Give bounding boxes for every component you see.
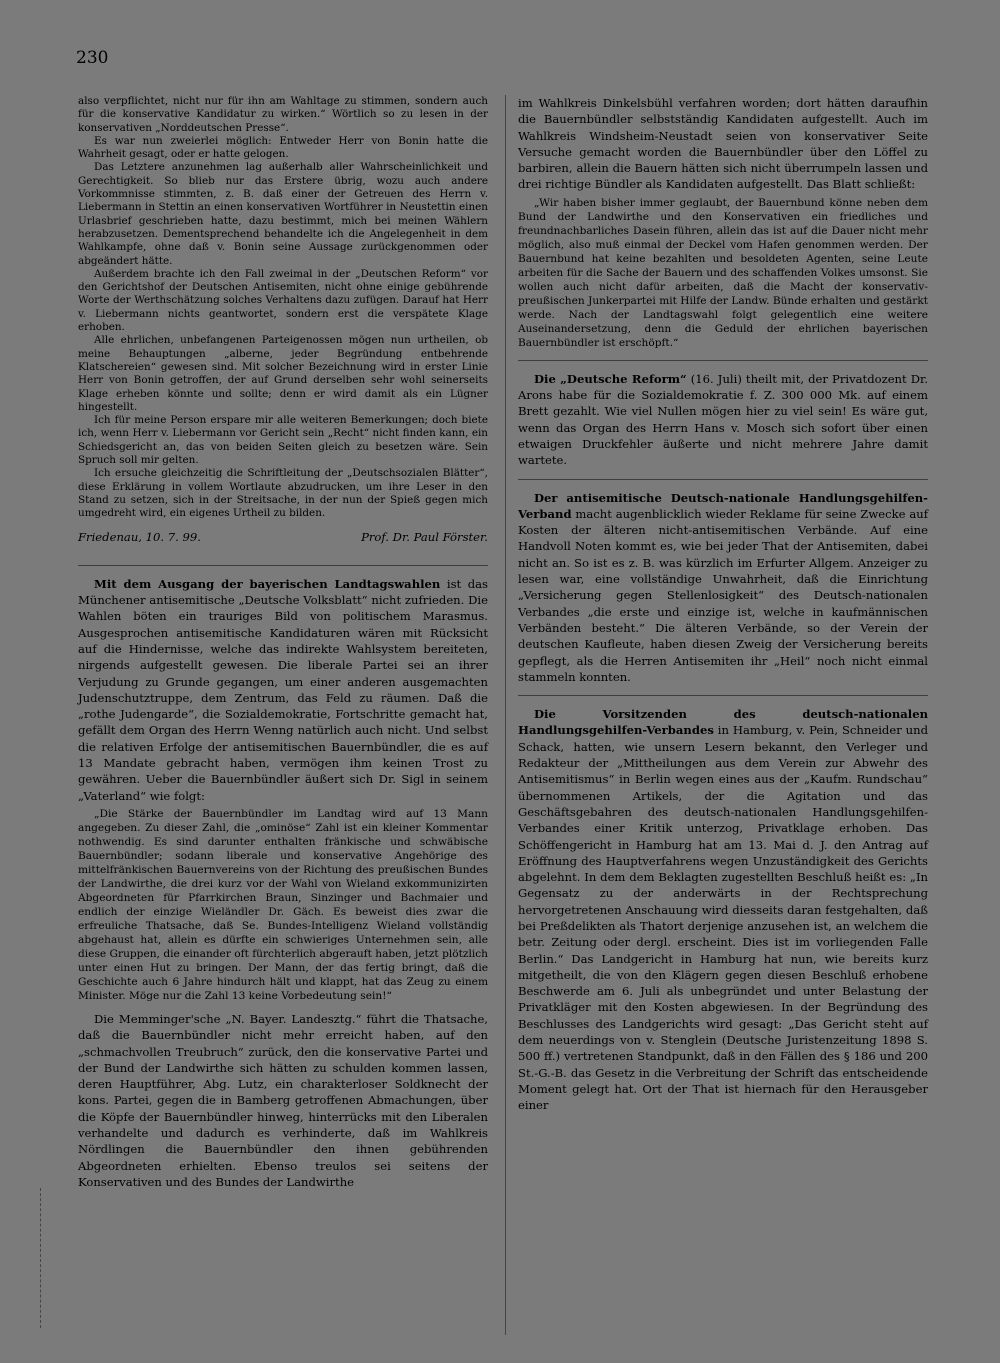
block-quote	[518, 196, 928, 350]
article-vorsitzenden	[518, 706, 928, 1113]
margin-marks	[40, 1188, 61, 1328]
block-quote	[78, 807, 488, 1003]
section-separator	[518, 479, 928, 480]
letter-paragraph: Alle ehrlichen, unbefangenen Parteigenossen mögen nun urtheilen, ob meine Behauptungen „alberne, jeder Begründung entbehrende Klatschereien“ gewesen sind. Mit solcher Bezeichnung wird in erster Linie Herr von Bonin getroffen, der auf Grund derselben sehr wohl seinerseits Klage erheben könnte und sollte; denn er wird damit als ein Lügner hingestellt.	[78, 334, 488, 413]
signature-line	[78, 529, 488, 545]
quote-text: „Wir haben bisher immer geglaubt, der Bauernbund könne neben dem Bund der Landwirthe und den Konservativen ein friedliches und freundnachbarliches Dasein führen, allein das ist auf die Dauer nicht mehr möglich, also muß einmal der Deckel vom Hafen genommen werden. Der Bauernbund hat keine bezahlten und besoldeten Agenten, seine Leute arbeiten für die Sache der Bauern und des schaffenden Volkes umsonst. Sie wollen auch nicht dafür arbeiten, daß die Macht der konservativ-preußischen Junkerpartei mit Hilfe der Landw. Bünde erhalten und gestärkt werde. Nach der Landtagswahl folgt gelegentlich eine weitere Auseinandersetzung, denn die Geduld der ehrlichen bayerischen Bauernbündler ist erschöpft.“	[518, 196, 928, 349]
signature-place-date: Friedenau, 10. 7. 99.	[78, 529, 201, 544]
section-separator	[518, 695, 928, 696]
letter-block	[78, 95, 488, 521]
letter-paragraph: Es war nun zweierlei möglich: Entweder Herr von Bonin hatte die Wahrheit gesagt, oder er hatte gelogen.	[78, 134, 488, 161]
right-column	[518, 95, 928, 1117]
article-headline: Der antisemitische Deutsch-nationale Handlungsgehilfen-Verband	[518, 490, 928, 521]
section-separator	[78, 565, 488, 566]
article-bavarian-elections	[78, 576, 488, 804]
article-paragraph: Die Memminger'sche „N. Bayer. Landesztg.“ führt die Thatsache, daß die Bauernbündler nicht mehr erreicht haben, auf den „schmachvollen Treubruch“ zurück, den die konservative Partei und der Bund der Landwirthe sich hätten zu schulden kommen lassen, deren Hauptführer, Abg. Lutz, ein charakterloser Soldknecht der kons. Partei, gegen die in Bamberg getroffenen Abmachungen, über die Köpfe der Bauernbündler hinweg, hinterrücks mit den Liberalen verhandelte und dadurch es verhinderte, daß im Wahlkreis Nördlingen die Bauernbündler den ihnen gebührenden Abgeordneten erhielten. Ebenso treulos sei seitens der Konservativen und des Bundes der Landwirthe	[78, 1011, 488, 1189]
letter-paragraph: Ich für meine Person erspare mir alle weiteren Bemerkungen; doch biete ich, wenn Herr v. Liebermann vor Gericht sein „Recht“ nicht finden kann, ein Schiedsgericht an, das von beiden Seiten gleich zu besetzen wäre. Sein Spruch soll mir gelten.	[78, 414, 488, 467]
letter-paragraph: Das Letztere anzunehmen lag außerhalb aller Wahrscheinlichkeit und Gerechtigkeit. So blieb nur das Erstere übrig, wozu auch andere Vorkommnisse stimmten, z. B. daß einer der Getreuen des Herrn v. Liebermann in Stettin an einen konservativen Wortführer in Neustettin einen Urlasbrief geschrieben hatte, dazu bestimmt, mich bei meinen Wählern herabzusetzen. Dementsprechend behandelte ich die Angelegenheit in dem Wahlkampfe, ohne daß v. Bonin seine Aussage zurückgenommen oder abgeändert hätte.	[78, 161, 488, 267]
letter-paragraph: also verpflichtet, nicht nur für ihn am Wahltage zu stimmen, sondern auch für die konservative Kandidatur zu wirken.“ Wörtlich so zu lesen in der konservativen „Norddeutschen Presse“.	[78, 95, 488, 134]
article-body: in Hamburg, v. Pein, Schneider und Schack, hatten, wie unsern Lesern bekannt, den Verleger und Redakteur der „Mittheilungen aus dem Verein zur Abwehr des Antisemitismus“ in Berlin wegen eines aus der „Kaufm. Rundschau“ übernommenen Artikels, der die Agitation und das Geschäftsgebahren des deutsch-nationalen Handlungsgehilfen-Verbandes einer Kritik unterzog, Privatklage erhoben. Das Schöffengericht in Hamburg hat am 13. Mai d. J. den Antrag auf Eröffnung des Hauptverfahrens wegen Unzuständigkeit des Gerichts abgelehnt. In dem dem Beklagten zugestellten Beschluß heißt es: „In Gegensatz zu der anderwärts in der Rechtsprechung hervorgetretenen Anschauung wird diesseits daran festgehalten, daß bei Preßdelikten als Thatort derjenige anzusehen ist, an welchem die betr. Zeitung oder dergl. erscheint. Dies ist im vorliegenden Falle Berlin.“ Das Landgericht in Hamburg hat nun, wie bereits kurz mitgetheilt, die von den Klägern gegen diesen Beschluß erhobene Beschwerde am 6. Juli als unbegründet und unter Belastung der Privatkläger mit den Kosten abgewiesen. In der Begründung des Beschlusses des Landgerichts wird gesagt: „Das Gericht steht auf dem neuerdings von v. Stenglein (Deutsche Juristenzeitung 1898 S. 500 ff.) vertretenen Standpunkt, daß in den Fällen des § 186 und 200 St.-G.-B. das Gesetz in die Verbreitung der Schrift das entscheidende Moment gelegt hat. Ort der That ist hiernach für den Herausgeber einer	[518, 723, 928, 1113]
letter-paragraph: Außerdem brachte ich den Fall zweimal in der „Deutschen Reform“ vor den Gerichtshof der Deutschen Antisemiten, nicht ohne einige gebührende Worte der Werthschätzung solches Verhaltens dazu zufügen. Darauf hat Herr v. Liebermann nichts geantwortet, sondern erst die verspätete Klage erhoben.	[78, 267, 488, 334]
article-handlungsgehilfen	[518, 490, 928, 686]
column-divider	[505, 95, 506, 1335]
page-number: 230	[76, 48, 109, 68]
quote-text: „Die Stärke der Bauernbündler im Landtag wird auf 13 Mann angegeben. Zu dieser Zahl, die „ominöse“ Zahl ist ein kleiner Kommentar nothwendig. Es sind darunter enthalten fränkische und schwäbische Bauernbündler; sodann liberale und konservative Angehörige des mittelfränkischen Bauernvereins von der Richtung des preußischen Bundes der Landwirthe, die drei kurz vor der Wahl von Wieland exkommunizirten Abgeordneten für Pfarrkirchen Braun, Sinzinger und Bachmaier und endlich der einzige Wieländler Dr. Gäch. Es beweist dies zwar die erfreuliche Thatsache, daß Se. Bundes-Intelligenz Wieland vollständig abgehaust hat, allein es dürfte ein schwieriges Unternehmen sein, alle diese Gruppen, die einander oft fürchterlich abgerauft haben, jetzt plötzlich unter einen Hut zu bringen. Der Mann, der das fertig bringt, daß die Geschichte auch 6 Jahre hindurch hält und klappt, hat das Zeug zu einem Minister. Möge nur die Zahl 13 keine Vorbedeutung sein!“	[78, 807, 488, 1002]
article-body: (16. Juli) theilt mit, der Privatdozent Dr. Arons habe für die Sozialdemokratie f. Z. 300 000 Mk. auf einem Brett gezahlt. Wie viel Nullen mögen hier zu viel sein! Es wäre gut, wenn das Organ des Herrn Hans v. Mosch sich sofort über einen etwaigen Druckfehler äußerte und nicht mehrere Jahre damit wartete.	[518, 371, 928, 468]
signature-name: Prof. Dr. Paul Förster.	[361, 529, 488, 544]
article-headline: Die „Deutsche Reform“	[534, 371, 687, 386]
article-paragraph: im Wahlkreis Dinkelsbühl verfahren worden; dort hätten daraufhin die Bauernbündler selbstständig Kandidaten aufgestellt. Auch im Wahlkreis Windsheim-Neustadt seien von konservativer Seite Versuche gemacht worden die Bauernbündler über den Löffel zu barbiren, allein die Bauern hätten sich nicht überrumpeln lassen und drei richtige Bündler als Kandidaten aufgestellt. Das Blatt schließt:	[518, 96, 928, 192]
section-separator	[518, 360, 928, 361]
article-deutsche-reform	[518, 371, 928, 469]
article-headline: Mit dem Ausgang der bayerischen Landtagswahlen	[94, 576, 441, 591]
article-body: ist das Münchener antisemitische „Deutsche Volksblatt“ nicht zufrieden. Die Wahlen böten ein trauriges Bild von politischem Marasmus. Ausgesprochen antisemitische Kandidaturen wären mit Rücksicht auf die Hindernisse, welche das indirekte Wahlsystem bereiteten, nirgends aufgestellt gewesen. Die liberale Partei sei an ihrer Verjudung zu Grunde gegangen, um einer anderen ausgemachten Judenschutztruppe, dem Zentrum, das Feld zu räumen. Daß die „rothe Judengarde“, die Sozialdemokratie, Fortschritte gemacht hat, gefällt dem Organ des Herrn Wenng natürlich auch nicht. Und selbst die relativen Erfolge der antisemitischen Bauernbündler, die es auf 13 Mandate gebracht haben, vermögen ihm keinen Trost zu gewähren. Ueber die Bauernbündler äußert sich Dr. Sigl in seinem „Vaterland“ wie folgt:	[78, 576, 488, 803]
article-headline: Die Vorsitzenden des deutsch-nationalen Handlungsgehilfen-Verbandes	[518, 707, 928, 738]
left-column	[78, 95, 488, 1193]
article-body: macht augenblicklich wieder Reklame für seine Zwecke auf Kosten der älteren nicht-antisemitischen Verbände. Auf eine Handvoll Noten kommt es, wie bei jeder That der Antisemiten, dabei nicht an. So ist es z. B. was kürzlich im Erfurter Allgem. Anzeiger zu lesen war, eine vollständige Unwahrheit, daß die Einrichtung „Versicherung gegen Stellenlosigkeit“ des Deutsch-nationalen Verbandes „die erste und einzige ist, welche in kaufmännischen Verbänden besteht.“ Die älteren Verbände, so der Verein der deutschen Kaufleute, haben diesen Zweig der Versicherung bereits gepflegt, als die Herren Antisemiten ihr „Heil“ noch nicht einmal stammeln konnten.	[518, 506, 928, 684]
letter-paragraph: Ich ersuche gleichzeitig die Schriftleitung der „Deutschsozialen Blätter“, diese Erklärung in vollem Wortlaute abzudrucken, um ihre Leser in den Stand zu setzen, sich in der Streitsache, in der nun der Spieß gegen mich umgedreht wird, ein eigenes Urtheil zu bilden.	[78, 467, 488, 520]
